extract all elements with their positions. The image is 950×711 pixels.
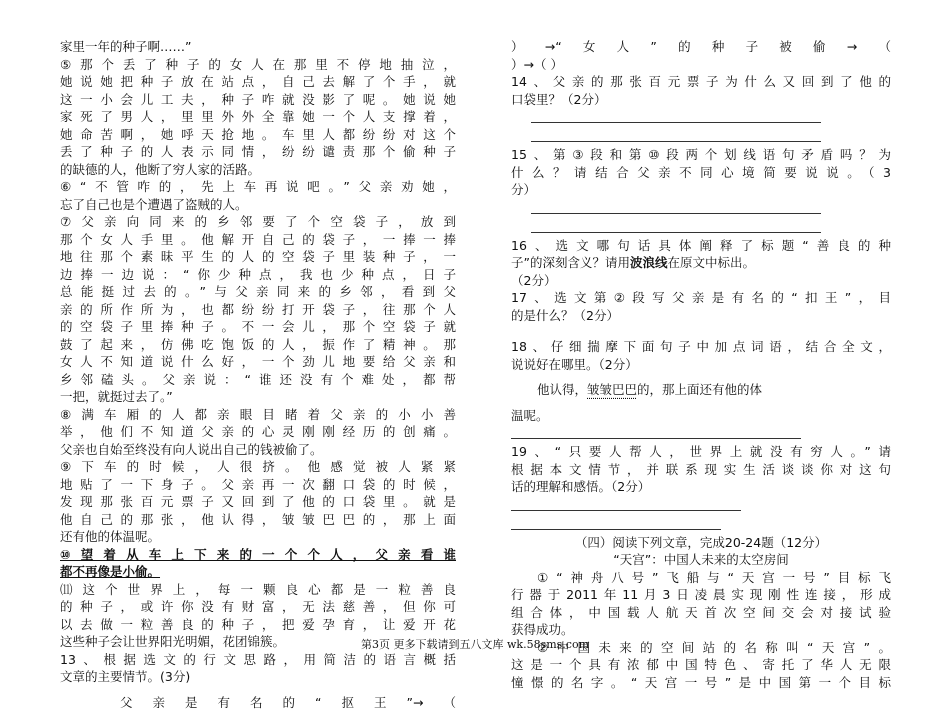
question-17 — [511, 289, 891, 324]
question-line: 什么？请结合父亲不同心境简要说说。（3 — [511, 164, 891, 182]
text-line: 边捧一边说：“你少种点，我也少种点，日子 — [60, 266, 456, 284]
underlined-sentence-line: 都不再像是小偷。 — [60, 563, 456, 581]
text-line: 乡邻磕头。父亲说：“谁还没有个难处，都帮 — [60, 371, 456, 389]
text-line: 组合体，中国载人航天首次空间交会对接试验 — [511, 604, 891, 622]
text-line: 鼓了起来，仿佛吃饱饭的人，振作了精神。那 — [60, 336, 456, 354]
question-line: 口袋里？（2分） — [511, 91, 891, 109]
q13-answer-chain[interactable]: 父亲是有名的“抠王”→（ — [60, 694, 456, 711]
question-line: 15、第③段和第⑩段两个划线语句矛盾吗？为 — [511, 146, 891, 164]
text-line: ⑧满车厢的人都亲眼目睹着父亲的小小善 — [60, 406, 456, 424]
quote-text: 他认得， — [537, 382, 587, 397]
text-line: 忘了自己也是个遭遇了盗贼的人。 — [60, 196, 456, 214]
q16-text: 在原文中标出。 — [668, 255, 756, 270]
text-line: ①“神舟八号”飞船与“天宫一号”目标飞 — [511, 569, 891, 587]
text-line: ⑥“不管咋的，先上车再说吧。”父亲劝她， — [60, 178, 456, 196]
text-line: 获得成功。 — [511, 621, 891, 639]
answer-line[interactable] — [531, 127, 821, 142]
question-19 — [511, 443, 891, 530]
paragraph-5 — [60, 56, 456, 179]
answer-line[interactable] — [511, 496, 741, 511]
text-line: 发现那张百元票子又回到了他的口袋里。就是 — [60, 493, 456, 511]
q13-answer-chain-cont[interactable]: ）→（ ） — [511, 56, 891, 74]
text-line: 丢了种子的人表示同情，纷纷谴责那个偷种子 — [60, 143, 456, 161]
paragraph-8 — [60, 406, 456, 459]
quote-text: 的，那上面还有他的体 — [637, 382, 762, 397]
text-line: 一把，就挺过去了。” — [60, 388, 456, 406]
text-line: 这些种子会让世界阳光明媚，花团锦簇。 — [60, 633, 456, 651]
text-line: 父亲也自始至终没有向人说出自己的钱被偷了。 — [60, 441, 456, 459]
text-line: 还有他的体温呢。 — [60, 528, 456, 546]
q16-text: 子”的深刻含义？请用 — [511, 255, 630, 270]
question-line: 19、“只要人帮人，世界上就没有穷人。”请 — [511, 443, 891, 461]
article-title: “天宫”：中国人未来的太空房间 — [511, 551, 891, 569]
answer-line[interactable] — [511, 424, 801, 439]
question-line: 14、父亲的那张百元票子为什么又回到了他的 — [511, 73, 891, 91]
article-paragraph-1 — [511, 569, 891, 639]
paragraph-7 — [60, 213, 456, 406]
text-line: 这是一个具有浓郁中国特色、寄托了华人无限 — [511, 656, 891, 674]
text-line: 她说她把种子放在站点，自己去解了个手，就 — [60, 73, 456, 91]
text-line: 总能挺过去的。”与父亲同来的乡邻，看到父 — [60, 283, 456, 301]
text-line: 以去做一粒善良的种子，把爱孕育，让爱开花 — [60, 616, 456, 634]
question-16 — [511, 237, 891, 290]
text-line: 她命苦啊，她呼天抢地。车里人都纷纷对这个 — [60, 126, 456, 144]
text-line: ⑨下车的时候，人很挤。他感觉被人紧紧 — [60, 458, 456, 476]
answer-line[interactable] — [531, 108, 821, 123]
question-line: 16、选文哪句话具体阐释了标题“善良的种 — [511, 237, 891, 255]
text-line: ②中国未来的空间站的名称叫“天宫”。 — [511, 639, 891, 657]
underlined-sentence-line: ⑩望着从车上下来的一个个人，父亲看谁 — [60, 546, 456, 564]
quoted-sentence — [511, 381, 891, 399]
right-column — [511, 38, 891, 691]
answer-line[interactable] — [531, 218, 821, 233]
section-4-heading: （四）阅读下列文章，完成20-24题（12分） — [511, 534, 891, 552]
text-line: ⑦父亲向同来的乡邻要了个空袋子，放到 — [60, 213, 456, 231]
text-line: 的空袋子里捧种子。不一会儿，那个空袋子就 — [60, 318, 456, 336]
answer-line[interactable] — [511, 515, 721, 530]
text-line: 地贴了一下身子。父亲再一次翻口袋的时候， — [60, 476, 456, 494]
left-column — [60, 38, 456, 711]
question-15 — [511, 146, 891, 233]
question-line — [511, 254, 891, 272]
text-line: 他自己的那张，他认得，皱皱巴巴的，那上面 — [60, 511, 456, 529]
text-line: 地往那个素昧平生的人的空袋子里装种子，一 — [60, 248, 456, 266]
quoted-sentence: 温呢。 — [511, 407, 891, 425]
question-13 — [60, 651, 456, 686]
page-footer: 第3页 更多下载请到五八文库 wk.58sms.com — [0, 636, 950, 652]
dotted-emphasis-word: 皱皱巴巴 — [587, 382, 637, 397]
text-line: 举，他们不知道父亲的心灵刚刚经历的创痛。 — [60, 423, 456, 441]
text-line: ⑾这个世界上，每一颗良心都是一粒善良 — [60, 581, 456, 599]
text-line: ⑤那个丢了种子的女人在那里不停地抽泣， — [60, 56, 456, 74]
text-line: 亲的所作所为，也都纷纷打开袋子，往那个人 — [60, 301, 456, 319]
text-line: 女人不知道说什么好，一个劲儿地要给父亲和 — [60, 353, 456, 371]
paragraph-10-underlined — [60, 546, 456, 581]
paragraph-9 — [60, 458, 456, 546]
question-line: 17、选文第②段写父亲是有名的“扣王”，目 — [511, 289, 891, 307]
question-14 — [511, 73, 891, 142]
text-line: 的缺德的人，他断了穷人家的活路。 — [60, 161, 456, 179]
question-line: 分） — [511, 181, 891, 199]
question-line: 13、根据选文的行文思路，用简洁的语言概括 — [60, 651, 456, 669]
text-line: 的种子，或许你没有财富，无法慈善，但你可 — [60, 598, 456, 616]
text-line: 这一小会儿工夫，种子咋就没影了呢。她说她 — [60, 91, 456, 109]
question-line: 18、仔细揣摩下面句子中加点词语，结合全文， — [511, 338, 891, 356]
text-line: 憧憬的名字。“天宫一号”是中国第一个目标 — [511, 674, 891, 692]
question-line: 的是什么？（2分） — [511, 307, 891, 325]
text-line: 那个女人手里。他解开自己的袋子，一捧一捧 — [60, 231, 456, 249]
question-line: （2分） — [511, 272, 891, 290]
answer-line[interactable] — [531, 199, 821, 214]
text-line: 家死了男人，里里外外全靠她一个人支撑着， — [60, 108, 456, 126]
q13-answer-chain-cont[interactable]: ）→“女人”的种子被偷→（ — [511, 38, 891, 56]
question-line: 说说好在哪里。（2分） — [511, 356, 891, 374]
question-line: 根据本文情节，并联系现实生活谈谈你对这句 — [511, 461, 891, 479]
question-line: 文章的主要情节。(3分) — [60, 668, 456, 686]
paragraph-continuation: 家里一年的种子啊……” — [60, 38, 456, 56]
question-18 — [511, 338, 891, 439]
question-line: 话的理解和感悟。（2分） — [511, 478, 891, 496]
wavy-line-emphasis: 波浪线 — [630, 255, 668, 270]
paragraph-6 — [60, 178, 456, 213]
text-line: 行器于2011年11月3日凌晨实现刚性连接，形成 — [511, 586, 891, 604]
